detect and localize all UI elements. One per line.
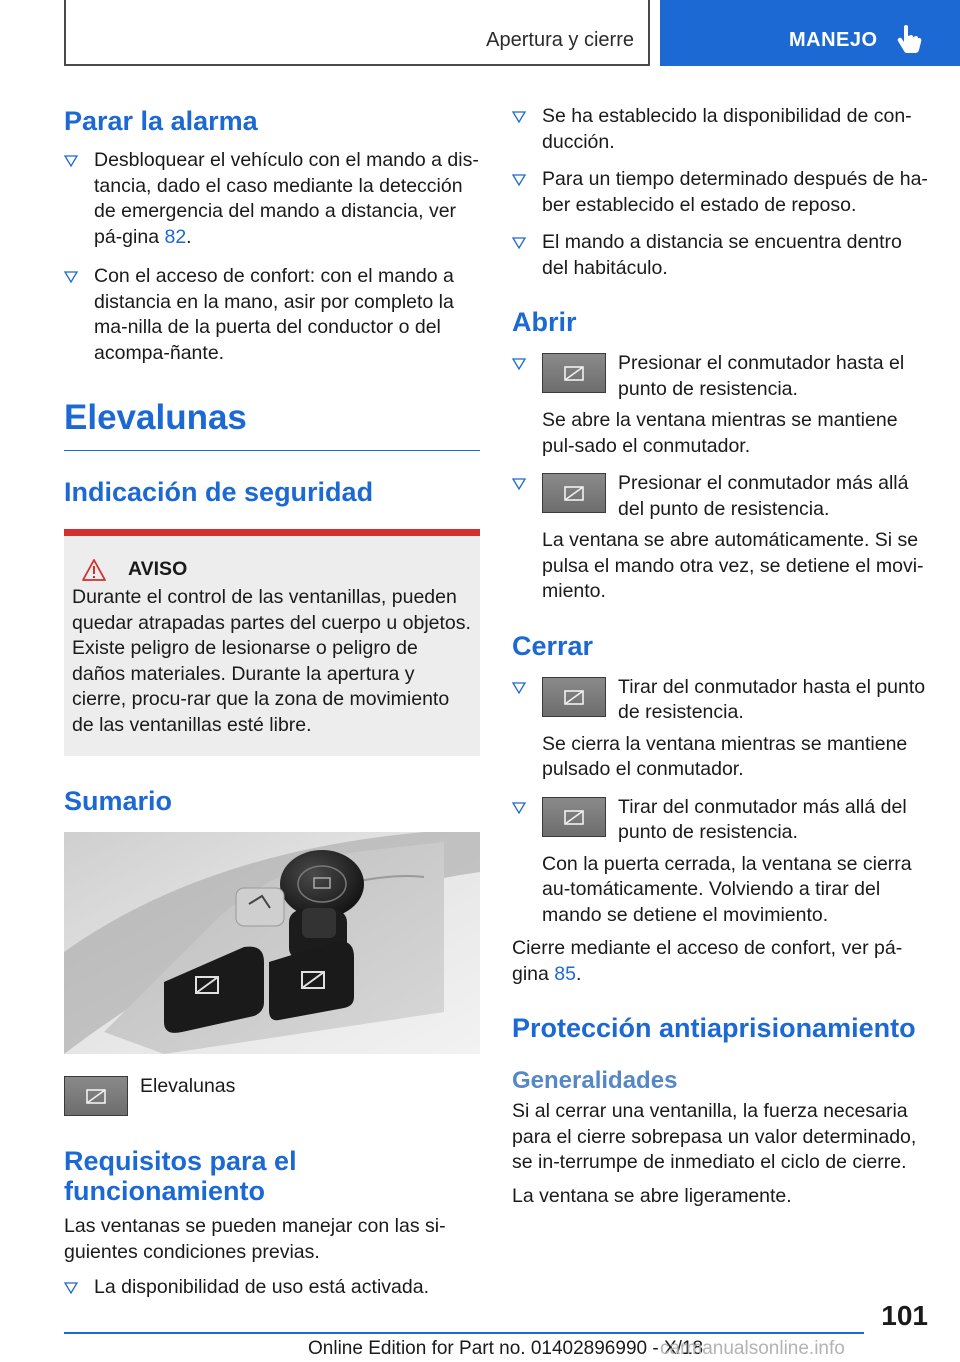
footer-rule bbox=[64, 1332, 864, 1334]
hand-pointer-icon bbox=[896, 24, 922, 54]
list-item: Tirar del conmutador hasta el punto de resistencia. bbox=[512, 675, 930, 726]
triangle-bullet-icon bbox=[512, 110, 526, 124]
list-item: La disponibilidad de uso está activada. bbox=[64, 1275, 480, 1301]
triangle-bullet-icon bbox=[512, 477, 526, 491]
result-text: Se abre la ventana mientras se mantiene pul-sado el conmutador. bbox=[542, 409, 898, 457]
list-item: Se ha establecido la disponibilidad de con-ducción. bbox=[512, 104, 930, 155]
triangle-bullet-icon bbox=[512, 801, 526, 815]
warning-triangle-icon bbox=[82, 559, 106, 581]
triangle-bullet-icon bbox=[512, 681, 526, 695]
footer-watermark: carmanualsonline.info bbox=[660, 1338, 845, 1359]
pinch-subheading: Generalidades bbox=[512, 1067, 678, 1094]
comfort-close-text: Cierre mediante el acceso de confort, ver pá-gina 85. bbox=[512, 937, 903, 985]
window-switch-icon bbox=[542, 797, 606, 837]
warning-box bbox=[64, 529, 480, 756]
pinch-paragraph: La ventana se abre ligeramente. bbox=[512, 1184, 792, 1207]
result-text: La ventana se abre automáticamente. Si se pulsa el mando otra vez, se detiene el movi-miento. bbox=[542, 529, 924, 602]
pinch-paragraph: Si al cerrar una ventanilla, la fuerza necesaria para el cierre sobrepasa un valor determinado, se in-terrumpe de inmediato el ciclo de cierre. bbox=[512, 1100, 917, 1173]
triangle-bullet-icon bbox=[64, 270, 78, 284]
list-item: Tirar del conmutador más allá del punto de resistencia. bbox=[512, 795, 930, 846]
window-switch-photo bbox=[64, 832, 480, 1054]
open-heading: Abrir bbox=[512, 307, 577, 337]
overview-heading: Sumario bbox=[64, 786, 173, 816]
result-text: Con la puerta cerrada, la ventana se cierra au-tomáticamente. Volviendo a tirar del mando se detiene el movimiento. bbox=[542, 852, 912, 926]
list-item: Para un tiempo determinado después de ha-ber establecido el estado de reposo. bbox=[512, 167, 930, 218]
close-heading: Cerrar bbox=[512, 630, 594, 661]
triangle-bullet-icon bbox=[64, 154, 78, 168]
triangle-bullet-icon bbox=[64, 1281, 78, 1295]
header-chapter-title: MANEJO bbox=[789, 29, 878, 51]
header-chapter-tab[interactable] bbox=[660, 0, 960, 66]
alarm-heading: Parar la alarma bbox=[64, 106, 258, 136]
result-text: Se cierra la ventana mientras se mantiene pulsado el conmutador. bbox=[542, 732, 908, 780]
triangle-bullet-icon bbox=[512, 236, 526, 250]
page-link[interactable]: 82 bbox=[164, 225, 187, 248]
requirements-intro: Las ventanas se pueden manejar con las si-guientes condiciones previas. bbox=[64, 1215, 446, 1263]
pinch-heading: Protección antiaprisionamiento bbox=[512, 1013, 916, 1043]
window-switch-icon bbox=[64, 1076, 128, 1116]
header-section-box bbox=[64, 0, 650, 66]
warning-text: Durante el control de las ventanillas, pueden quedar atrapadas partes del cuerpo u objetos. Existe peligro de lesionarse o peligro de daños materiales. Durante la apertura y cierre, procu-rar que la zona de movimiento de las ventanillas esté libre. bbox=[72, 586, 471, 736]
safety-heading: Indicación de seguridad bbox=[64, 477, 374, 507]
triangle-bullet-icon bbox=[512, 173, 526, 187]
requirements-heading: Requisitos para el funcionamiento bbox=[64, 1146, 297, 1206]
header-section-title: Apertura y cierre bbox=[486, 29, 634, 51]
list-item: El mando a distancia se encuentra dentro del habitáculo. bbox=[512, 230, 930, 281]
page-number: 101 bbox=[881, 1300, 928, 1331]
right-column bbox=[512, 96, 930, 1209]
window-switch-icon bbox=[542, 677, 606, 717]
list-item: Presionar el conmutador hasta el punto de resistencia. bbox=[512, 351, 930, 402]
list-item: Desbloquear el vehículo con el mando a dis-tancia, dado el caso mediante la detección de emergencia del mando a distancia, ver pá-gina 82. bbox=[64, 148, 480, 250]
chapter-title: Elevalunas bbox=[64, 398, 247, 437]
triangle-bullet-icon bbox=[512, 357, 526, 371]
window-switch-icon bbox=[542, 353, 606, 393]
overview-caption: Elevalunas bbox=[140, 1075, 236, 1097]
list-item: Con el acceso de confort: con el mando a distancia en la mano, asir por completo la ma-nilla de la puerta del conductor o del acompa-ñante. bbox=[64, 264, 480, 366]
left-column bbox=[64, 96, 480, 1301]
warning-header bbox=[72, 558, 472, 581]
page-link[interactable]: 85 bbox=[554, 962, 576, 985]
footer-edition: Online Edition for Part no. 01402896990 - X/18 bbox=[308, 1338, 704, 1359]
list-item: Presionar el conmutador más allá del punto de resistencia. bbox=[512, 471, 930, 522]
overview-caption-row bbox=[64, 1074, 480, 1116]
warning-label: AVISO bbox=[128, 558, 188, 580]
title-rule bbox=[64, 450, 480, 451]
window-switch-icon bbox=[542, 473, 606, 513]
